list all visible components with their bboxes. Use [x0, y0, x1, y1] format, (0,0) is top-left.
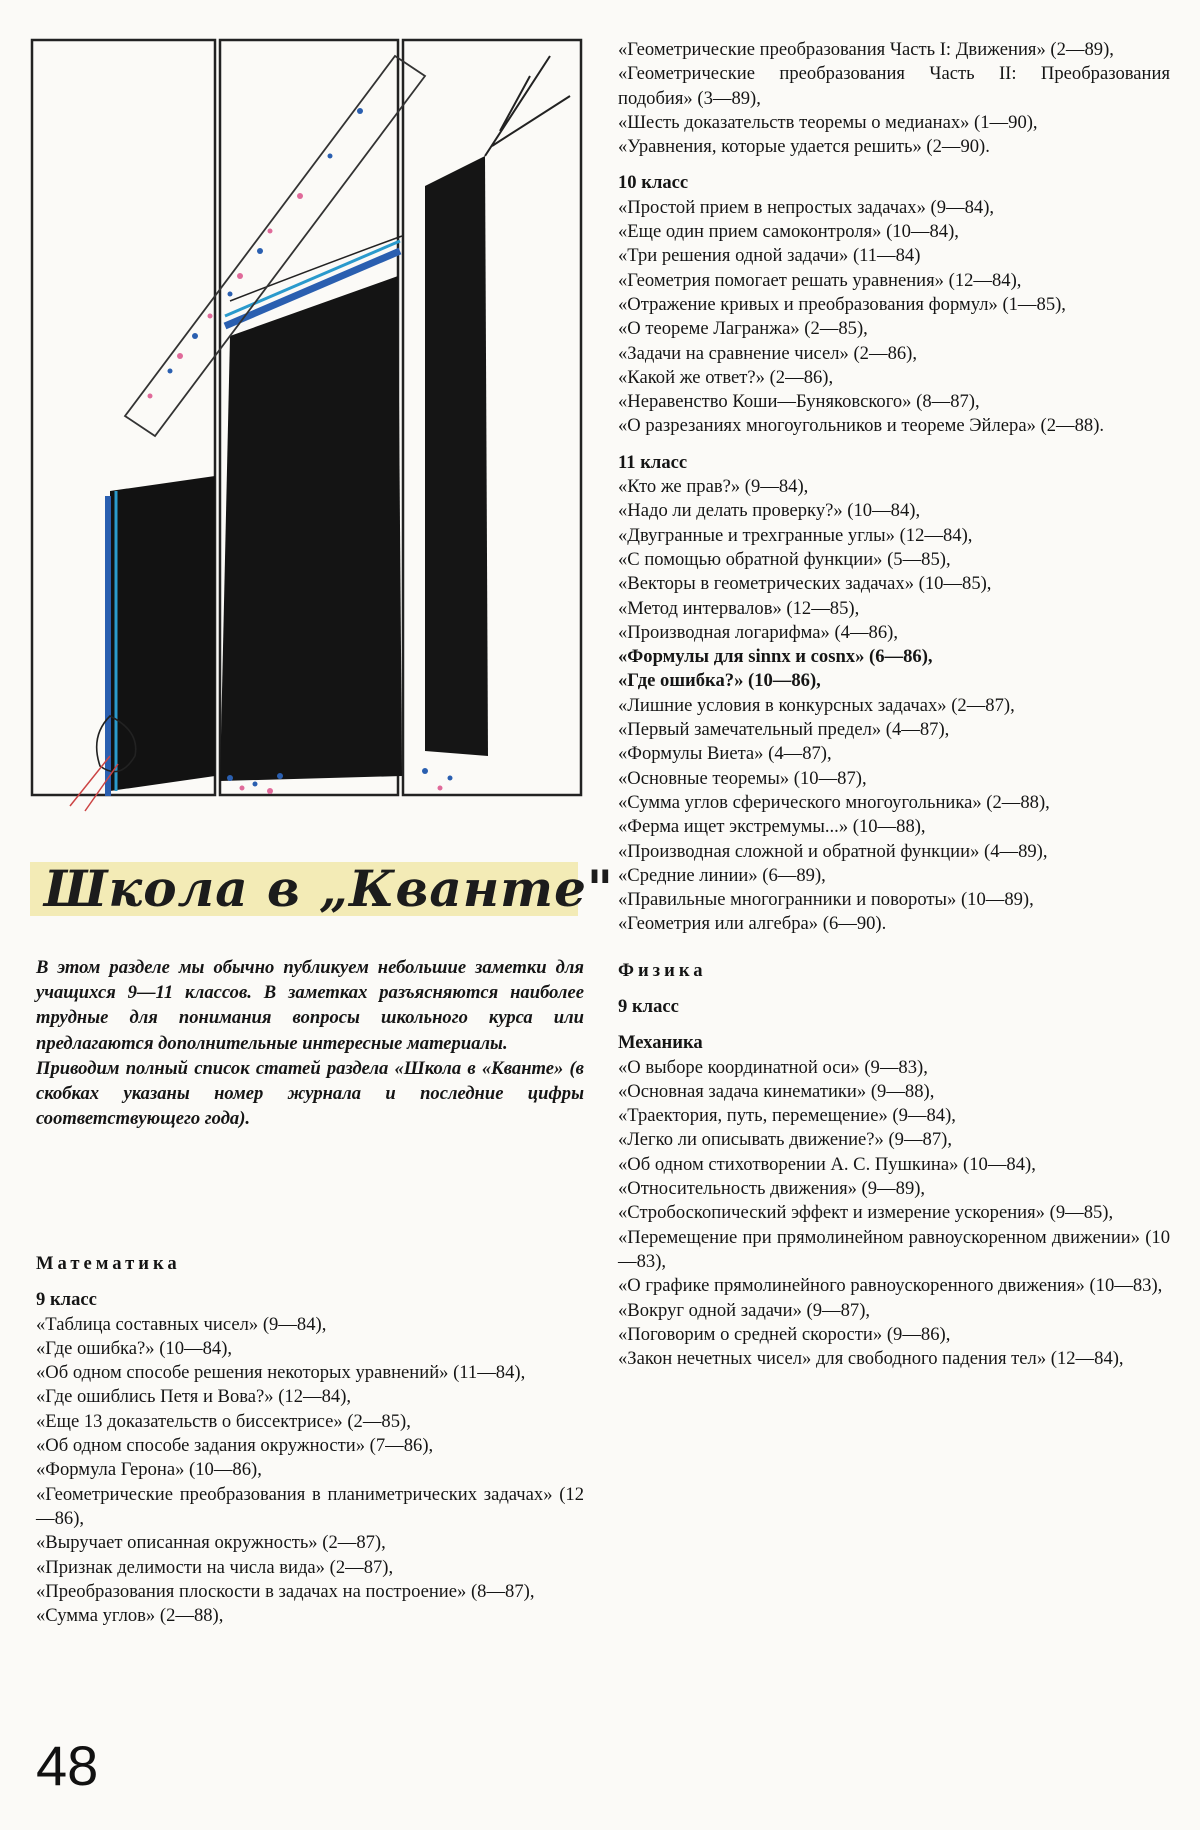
list-item: «Об одном способе решения некоторых уравнений» (11—84),: [36, 1362, 526, 1384]
list-item: «Сумма углов сферического многоугольника» (2—88),: [618, 791, 1050, 813]
list-item: «Задачи на сравнение чисел» (2—86),: [618, 342, 917, 364]
page-number: 48: [36, 1734, 99, 1797]
list-item: «Геометрические преобразования Часть II: Преобразования подобия» (3—89),: [618, 63, 1170, 109]
list-item: «Три решения одной задачи» (11—84): [618, 245, 921, 267]
list-item: «Уравнения, которые удается решить» (2—90).: [618, 136, 990, 158]
list-item: «Неравенство Коши—Буняковского» (8—87),: [618, 391, 980, 413]
intro-text: [36, 955, 584, 1131]
math-grade9-label: 9 класс: [36, 1289, 97, 1311]
list-item: «Таблица составных чисел» (9—84),: [36, 1313, 327, 1335]
list-item: «Формула Герона» (10—86),: [36, 1459, 262, 1481]
list-item: «Еще один прием самоконтроля» (10—84),: [618, 221, 959, 243]
list-item: «Шесть доказательств теоремы о медианах» (1—90),: [618, 111, 1038, 133]
list-item: «О графике прямолинейного равноускоренного движения» (10—83),: [618, 1275, 1163, 1297]
list-item: «Вокруг одной задачи» (9—87),: [618, 1299, 871, 1321]
math-grade10-list: [618, 196, 1170, 439]
math-grade11-label: 11 класс: [618, 451, 688, 473]
list-item-bold: «Формулы для sinnx и cosnx» (6—86),: [618, 646, 933, 668]
mechanics-label: Механика: [618, 1032, 703, 1054]
list-item: «Геометрия помогает решать уравнения» (12—84),: [618, 269, 1022, 291]
list-item-bold: «Где ошибка?» (10—86),: [618, 670, 821, 692]
list-item: «Геометрия или алгебра» (6—90).: [618, 913, 887, 935]
list-item: «Какой же ответ?» (2—86),: [618, 366, 834, 388]
math-grade9-list: [36, 1313, 584, 1629]
list-item: «Основная задача кинематики» (9—88),: [618, 1080, 935, 1102]
list-item: «Об одном способе задания окружности» (7—86),: [36, 1435, 434, 1457]
school-illustration: [30, 36, 585, 856]
math-grade11-list: [618, 475, 1170, 937]
list-item: «О выборе координатной оси» (9—83),: [618, 1056, 928, 1078]
list-item: «Выручает описанная окружность» (2—87),: [36, 1532, 386, 1554]
geometry-continuation-list: [618, 38, 1170, 159]
list-item: «Поговорим о средней скорости» (9—86),: [618, 1323, 951, 1345]
list-item: «Кто же прав?» (9—84),: [618, 476, 809, 498]
list-item: «Отражение кривых и преобразования формул» (1—85),: [618, 293, 1066, 315]
list-item: «Геометрические преобразования Часть I: Движения» (2—89),: [618, 39, 1114, 60]
math-heading: Математика: [36, 1253, 181, 1274]
list-item: «Лишние условия в конкурсных задачах» (2—87),: [618, 694, 1015, 716]
math-grade10-label: 10 класс: [618, 172, 689, 194]
list-item: «Закон нечетных чисел» для свободного падения тел» (12—84),: [618, 1348, 1124, 1370]
mechanics-list: [618, 1056, 1170, 1372]
right-column: [618, 38, 1170, 1371]
list-item: «Средние линии» (6—89),: [618, 864, 826, 886]
list-item: «Первый замечательный предел» (4—87),: [618, 719, 950, 741]
list-item: «Геометрические преобразования в планиметрических задачах» (12—86),: [36, 1483, 584, 1529]
list-item: «Правильные многогранники и повороты» (10—89),: [618, 889, 1034, 911]
list-item: «Об одном стихотворении А. С. Пушкина» (10—84),: [618, 1153, 1036, 1175]
list-item: «Признак делимости на числа вида» (2—87),: [36, 1556, 394, 1578]
list-item: «Траектория, путь, перемещение» (9—84),: [618, 1105, 956, 1127]
list-item: «Двугранные и трехгранные углы» (12—84),: [618, 524, 973, 546]
list-item: «О разрезаниях многоугольников и теореме Эйлера» (2—88).: [618, 415, 1105, 437]
intro-paragraph-1: В этом разделе мы обычно публикуем небольшие заметки для учащихся 9—11 классов. В заметках разъясняются наиболее трудные для понимания вопросы школьного курса или предлагаются дополнительные интересные материалы.: [36, 957, 584, 1054]
list-item: «Перемещение при прямолинейном равноускоренном движении» (10—83),: [618, 1226, 1170, 1272]
list-item: «С помощью обратной функции» (5—85),: [618, 548, 951, 570]
list-item: «О теореме Лагранжа» (2—85),: [618, 318, 868, 340]
physics-grade9-label: 9 класс: [618, 995, 679, 1017]
list-item: «Еще 13 доказательств о биссектрисе» (2—85),: [36, 1410, 411, 1432]
intro-paragraph-2: Приводим полный список статей раздела «Школа в «Кванте» (в скобках указаны номер журнала и последние цифры соответствующего года).: [36, 1057, 584, 1130]
banner-title: Школа в „Кванте": [44, 859, 614, 918]
list-item: «Формулы Виета» (4—87),: [618, 743, 832, 765]
list-item: «Простой прием в непростых задачах» (9—84),: [618, 196, 995, 218]
list-item: «Основные теоремы» (10—87),: [618, 767, 867, 789]
list-item: «Легко ли описывать движение?» (9—87),: [618, 1129, 952, 1151]
physics-heading: Физика: [618, 959, 707, 981]
list-item: «Где ошибка?» (10—84),: [36, 1337, 233, 1359]
list-item: «Относительность движения» (9—89),: [618, 1178, 926, 1200]
list-item: «Производная сложной и обратной функции» (4—89),: [618, 840, 1048, 862]
list-item: «Надо ли делать проверку?» (10—84),: [618, 500, 921, 522]
list-item: «Ферма ищет экстремумы...» (10—88),: [618, 816, 926, 838]
list-item: «Сумма углов» (2—88),: [36, 1605, 224, 1627]
list-item: «Стробоскопический эффект и измерение ускорения» (9—85),: [618, 1202, 1114, 1224]
list-item: «Производная логарифма» (4—86),: [618, 621, 898, 643]
left-column: [36, 1252, 584, 1628]
list-item: «Где ошиблись Петя и Вова?» (12—84),: [36, 1386, 352, 1408]
list-item: «Преобразования плоскости в задачах на построение» (8—87),: [36, 1580, 535, 1602]
list-item: «Метод интервалов» (12—85),: [618, 597, 860, 619]
list-item: «Векторы в геометрических задачах» (10—85),: [618, 573, 992, 595]
